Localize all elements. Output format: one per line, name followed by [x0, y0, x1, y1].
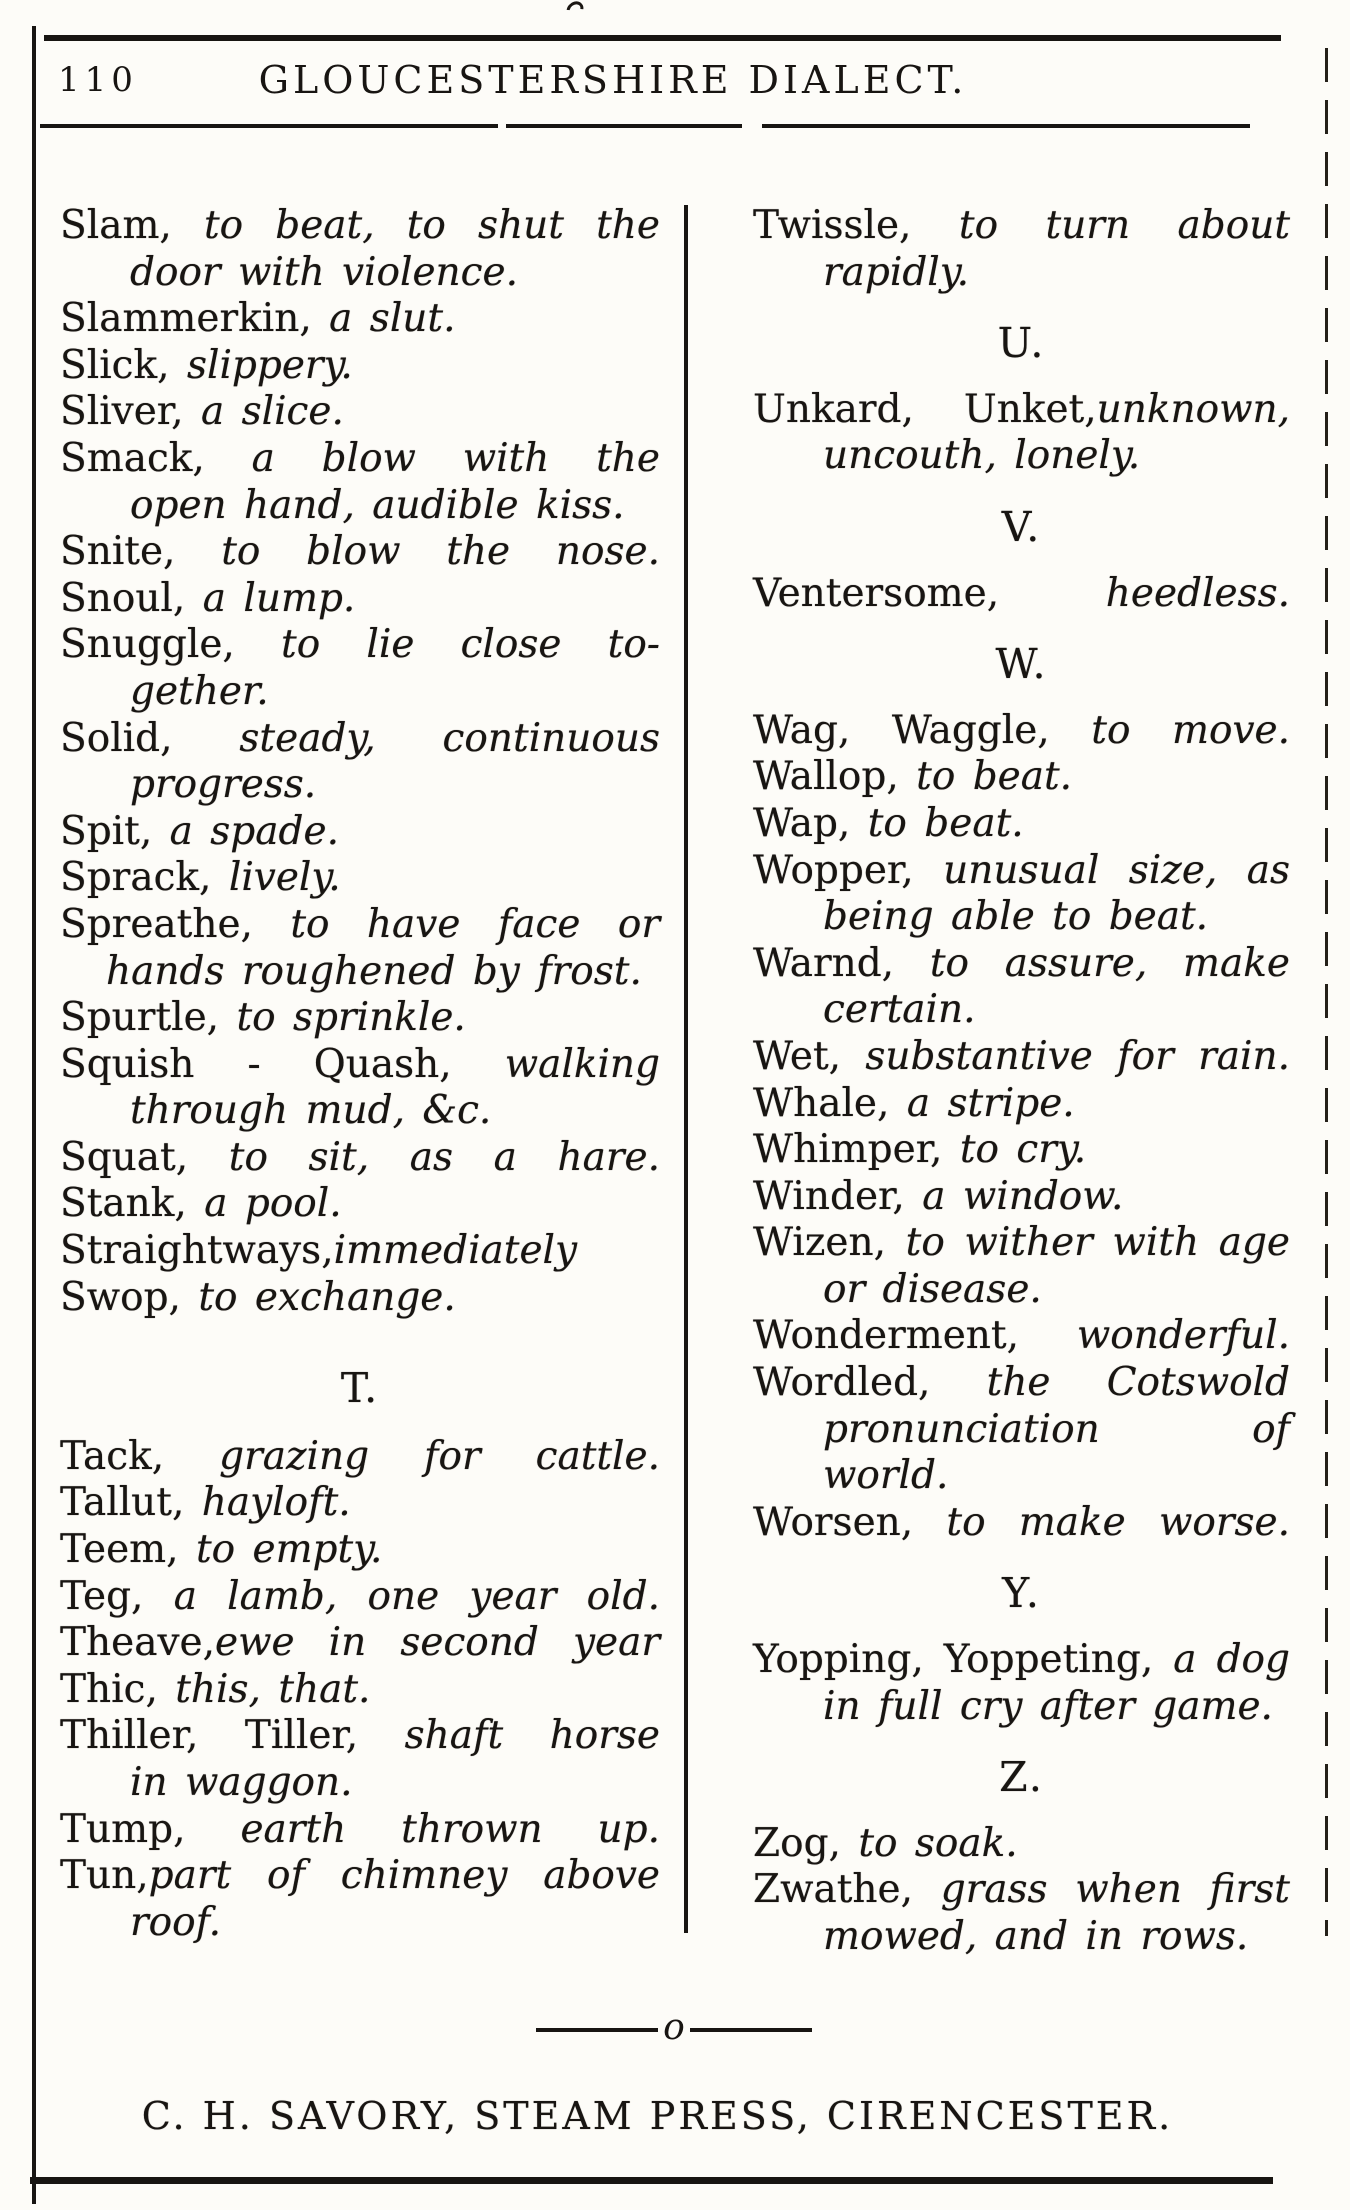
entry-line — [60, 1135, 660, 1182]
footer-ornament — [536, 2007, 812, 2050]
definition: being able to beat. — [823, 894, 1209, 940]
entry-line — [753, 1267, 1290, 1314]
entry-line — [60, 1275, 660, 1322]
entry-line — [60, 1527, 660, 1574]
headword: Wallop, — [753, 754, 899, 800]
printer-imprint: C. H. SAVORY, STEAM PRESS, CIRENCESTER. — [141, 2094, 1174, 2138]
entry-line — [60, 716, 660, 763]
entry-line — [753, 754, 1290, 801]
definition: steady, continuous — [239, 715, 660, 761]
scan-speck — [563, 0, 586, 21]
definition: a blow with the — [251, 435, 660, 481]
headword: Tack, — [60, 1433, 165, 1479]
headword: Thic, — [60, 1666, 158, 1712]
section-header: V. — [1001, 502, 1042, 551]
definition: progress. — [130, 762, 317, 808]
definition: to sit, as a hare. — [228, 1134, 660, 1180]
definition: to turn about — [958, 203, 1290, 248]
headword: Wag, Waggle, — [753, 707, 1050, 753]
definition: slippery. — [186, 342, 353, 388]
column-left — [60, 203, 660, 1946]
definition: unknown, — [1096, 386, 1290, 432]
entry-line — [753, 1684, 1290, 1731]
entry-line — [753, 1821, 1290, 1868]
definition: to blow the nose. — [221, 529, 660, 575]
definition: open hand, audible kiss. — [130, 482, 625, 528]
entry-line — [60, 250, 660, 297]
definition: a slice. — [200, 389, 344, 435]
definition: part of chimney above — [148, 1853, 660, 1899]
entry-line — [60, 483, 660, 530]
headword: Zog, — [753, 1820, 841, 1866]
entry-line — [60, 1574, 660, 1621]
headword: Worsen, — [753, 1499, 914, 1545]
headword: Thiller, Tiller, — [60, 1713, 359, 1759]
entry-line — [60, 529, 660, 576]
entry-line — [60, 1434, 660, 1481]
section-header: Y. — [1002, 1569, 1041, 1618]
headword: Wonderment, — [753, 1313, 1019, 1359]
definition: to cry. — [959, 1127, 1087, 1173]
column-divider-rule — [684, 205, 688, 1933]
entry-line — [60, 1181, 660, 1228]
definition: in full cry after game. — [823, 1683, 1273, 1729]
right-edge-dashed-rule — [1325, 48, 1328, 1936]
headword: Slammerkin, — [60, 296, 312, 342]
headword: Snite, — [60, 529, 176, 575]
entry-line — [60, 1853, 660, 1900]
headword: Teem, — [60, 1527, 179, 1573]
ornament-right-bar — [690, 2028, 812, 2032]
entry-line — [753, 1914, 1290, 1961]
entry-line — [753, 387, 1290, 434]
headword: Sliver, — [60, 389, 184, 435]
entry-line — [60, 1713, 660, 1760]
headword: Tun, — [60, 1853, 149, 1899]
definition: a stripe. — [906, 1080, 1075, 1126]
entry-line — [60, 622, 660, 669]
headword: Spit, — [60, 808, 153, 854]
definition: to make worse. — [946, 1499, 1290, 1545]
definition: pronunciation of world. — [823, 1406, 1290, 1499]
section-header: T. — [340, 1364, 380, 1413]
definition: to move. — [1091, 707, 1290, 753]
entry-line — [753, 848, 1290, 895]
definition: rapidly. — [823, 249, 970, 295]
headword: Wordled, — [753, 1360, 931, 1406]
entry-line — [753, 941, 1290, 988]
entry-line — [60, 203, 660, 250]
entry-line — [753, 1500, 1290, 1547]
headword: Wet, — [753, 1033, 842, 1079]
column-right — [753, 203, 1290, 1961]
header-rule-segment — [506, 124, 742, 128]
definition: in waggon. — [130, 1760, 353, 1805]
definition: the Cotswold — [986, 1360, 1290, 1406]
definition: to beat. — [867, 800, 1024, 846]
definition: hayloft. — [201, 1480, 351, 1526]
definition: to exchange. — [198, 1274, 456, 1320]
entry-line — [753, 1034, 1290, 1081]
definition: to empty. — [195, 1527, 383, 1573]
entry-line — [60, 1480, 660, 1527]
headword: Stank, — [60, 1181, 187, 1227]
definition: grazing for cattle. — [219, 1433, 660, 1479]
definition: a pool. — [204, 1181, 342, 1227]
definition: a lump. — [202, 575, 356, 621]
headword: Smack, — [60, 435, 205, 481]
entry-line — [60, 1760, 660, 1807]
definition: wonderful. — [1076, 1313, 1290, 1359]
entry-line — [753, 571, 1290, 618]
headword: Sprack, — [60, 855, 212, 901]
headword: Snoul, — [60, 575, 186, 621]
headword: Solid, — [60, 715, 173, 761]
entry-line — [60, 1228, 660, 1275]
definition: uncouth, lonely. — [823, 433, 1141, 479]
definition: to have face or — [290, 901, 660, 947]
definition: shaft horse — [404, 1713, 660, 1759]
entry-line — [753, 801, 1290, 848]
entry-line — [60, 436, 660, 483]
headword: Tump, — [60, 1806, 186, 1852]
section-header: U. — [997, 319, 1046, 368]
page-number: 110 — [58, 60, 138, 100]
definition: walking — [504, 1041, 661, 1087]
entry-line — [60, 389, 660, 436]
definition: a slut. — [329, 296, 456, 342]
entry-line — [753, 1637, 1290, 1684]
definition: grass when first — [940, 1867, 1290, 1913]
definition: to soak. — [858, 1820, 1018, 1866]
entry-line — [753, 1127, 1290, 1174]
headword: Yopping, Yoppeting, — [753, 1637, 1154, 1683]
headword: Wopper, — [753, 847, 914, 893]
definition: a lamb, one year old. — [173, 1573, 660, 1619]
bottom-border-rule — [30, 2177, 1273, 2184]
definition: a window. — [922, 1173, 1124, 1219]
definition: a dog — [1173, 1637, 1291, 1683]
headword: Squish - Quash, — [60, 1041, 452, 1087]
entry-line — [60, 1667, 660, 1714]
entry-line — [60, 855, 660, 902]
headword: Twissle, — [753, 203, 912, 248]
headword: Zwathe, — [753, 1867, 913, 1913]
section-header: W. — [995, 640, 1048, 689]
definition: unusual size, as — [943, 847, 1291, 893]
definition: certain. — [823, 987, 976, 1033]
headword: Theave, — [60, 1620, 215, 1666]
definition: this, that. — [175, 1666, 371, 1712]
headword: Snuggle, — [60, 622, 235, 668]
definition: hands roughened by frost. — [106, 948, 642, 994]
definition: to sprinkle. — [236, 995, 466, 1041]
entry-line — [753, 433, 1290, 480]
entry-line — [60, 1088, 660, 1135]
entry-line — [753, 1313, 1290, 1360]
headword: Whimper, — [753, 1127, 943, 1173]
entry-line — [60, 902, 660, 949]
headword: Spreathe, — [60, 901, 253, 947]
entry-line — [60, 995, 660, 1042]
definition: roof. — [130, 1899, 222, 1945]
headword: Warnd, — [753, 940, 895, 986]
entry-line — [60, 343, 660, 390]
entry-line — [753, 203, 1290, 250]
headword: Unkard, Unket, — [753, 386, 1097, 432]
definition: heedless. — [1105, 570, 1290, 616]
entry-line — [753, 250, 1290, 297]
entry-line — [60, 296, 660, 343]
entry-line — [60, 1042, 660, 1089]
page-title: GLOUCESTERSHIRE DIALECT. — [258, 58, 968, 102]
entry-line — [753, 987, 1290, 1034]
entry-line — [753, 708, 1290, 755]
headword: Teg, — [60, 1573, 144, 1619]
entry-line — [753, 1360, 1290, 1407]
definition: ewe in second year — [214, 1620, 660, 1666]
header-rule-segment — [40, 124, 498, 128]
headword: Slick, — [60, 342, 170, 388]
left-border-rule — [32, 26, 36, 2204]
definition: a spade. — [169, 808, 339, 854]
headword: Whale, — [753, 1080, 890, 1126]
headword: Ventersome, — [753, 570, 1000, 616]
entry-line — [60, 576, 660, 623]
headword: Spurtle, — [60, 995, 220, 1041]
entry-line — [60, 1807, 660, 1854]
definition: to lie close to- — [281, 622, 660, 668]
ornament-left-bar — [536, 2028, 658, 2032]
definition: to assure, make — [929, 940, 1290, 986]
definition: through mud, &c. — [130, 1088, 492, 1134]
headword: Squat, — [60, 1134, 189, 1180]
headword: Wizen, — [753, 1220, 887, 1266]
ornament-o-glyph: o — [663, 2007, 685, 2048]
definition: gether. — [130, 668, 269, 714]
top-border-rule — [44, 35, 1281, 41]
section-header: Z. — [999, 1753, 1044, 1802]
entry-line — [60, 949, 660, 996]
entry-line — [753, 1081, 1290, 1128]
entry-line — [753, 894, 1290, 941]
definition: to beat, to shut the — [203, 203, 660, 248]
headword: Slam, — [60, 203, 172, 248]
entry-line — [60, 809, 660, 856]
entry-line — [753, 1867, 1290, 1914]
entry-line — [60, 762, 660, 809]
headword: Swop, — [60, 1274, 181, 1320]
definition: to wither with age — [905, 1220, 1291, 1266]
definition: mowed, and in rows. — [823, 1914, 1249, 1959]
definition: to beat. — [916, 754, 1073, 800]
definition: earth thrown up. — [240, 1806, 660, 1852]
entry-line — [60, 1620, 660, 1667]
definition: immediately — [333, 1228, 578, 1274]
definition: door with violence. — [130, 249, 518, 295]
headword: Wap, — [753, 800, 851, 846]
definition: or disease. — [823, 1266, 1042, 1312]
headword: Winder, — [753, 1173, 905, 1219]
entry-line — [60, 669, 660, 716]
entry-line — [753, 1174, 1290, 1221]
entry-line — [753, 1220, 1290, 1267]
definition: lively. — [228, 855, 341, 901]
headword: Straightways, — [60, 1228, 334, 1274]
entry-line — [753, 1407, 1290, 1500]
header-rule-segment — [762, 124, 1250, 128]
definition: substantive for rain. — [865, 1033, 1290, 1079]
headword: Tallut, — [60, 1480, 185, 1526]
entry-line — [60, 1900, 660, 1947]
